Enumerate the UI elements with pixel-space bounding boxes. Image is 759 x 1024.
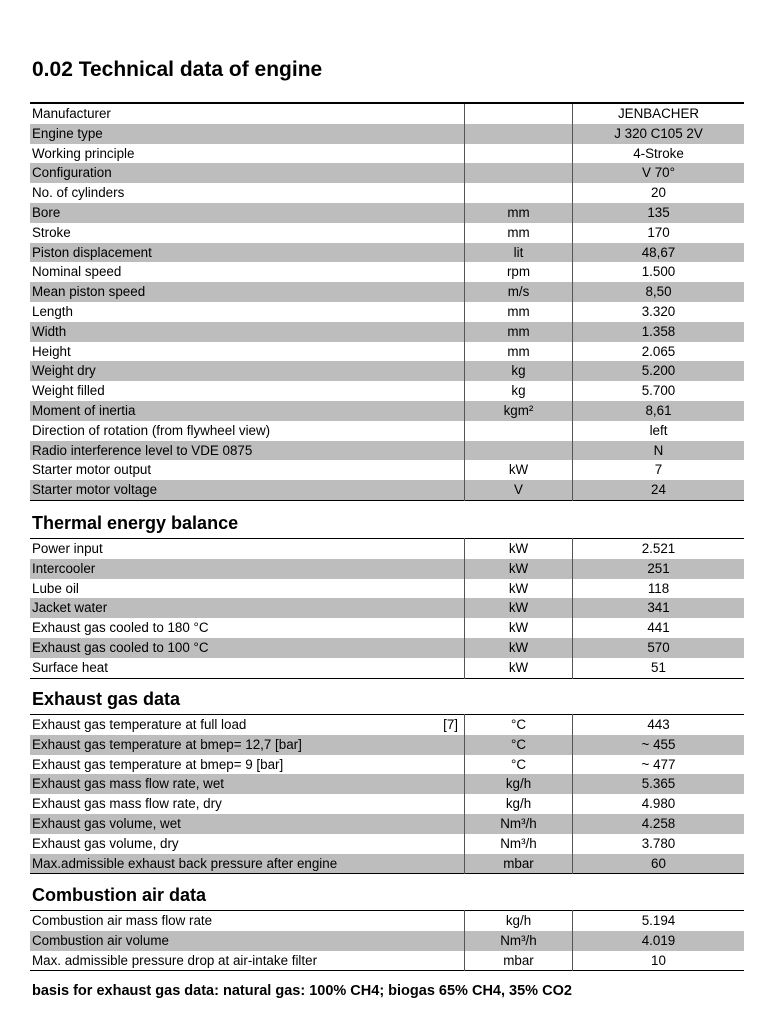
value-cell: 5.700 — [573, 381, 745, 401]
table-row — [30, 834, 744, 854]
parameter-label: Exhaust gas cooled to 100 °C — [32, 639, 209, 655]
parameter-label: Height — [32, 343, 71, 359]
parameter-label: Exhaust gas mass flow rate, wet — [32, 776, 225, 792]
table-row — [30, 931, 744, 951]
value-cell: 1.500 — [573, 262, 745, 282]
unit-cell: Nm³/h — [465, 834, 573, 854]
value-cell: 3.320 — [573, 302, 745, 322]
parameter-label: Engine type — [32, 125, 103, 141]
parameter-label: Starter motor voltage — [32, 482, 158, 498]
table-row — [30, 854, 744, 874]
unit-cell — [465, 441, 573, 461]
table-row — [30, 598, 744, 618]
parameter-label: Exhaust gas temperature at bmep= 12,7 [bar] — [32, 736, 302, 752]
table-row — [30, 774, 744, 794]
parameter-label: Working principle — [32, 145, 135, 161]
section-heading: Exhaust gas data — [32, 689, 181, 709]
unit-cell — [465, 144, 573, 164]
unit-cell: °C — [465, 735, 573, 755]
parameter-label: Exhaust gas cooled to 180 °C — [32, 620, 209, 636]
parameter-label: No. of cylinders — [32, 185, 125, 201]
table-row — [30, 480, 744, 500]
value-cell: 20 — [573, 183, 745, 203]
table-row — [30, 203, 744, 223]
value-cell: 251 — [573, 559, 745, 579]
parameter-label: Mean piston speed — [32, 284, 146, 300]
table-row — [30, 814, 744, 834]
value-cell: N — [573, 441, 745, 461]
table-row — [30, 735, 744, 755]
value-cell: 441 — [573, 618, 745, 638]
unit-cell: mm — [465, 203, 573, 223]
unit-cell: mm — [465, 342, 573, 362]
value-cell: JENBACHER — [573, 103, 745, 124]
parameter-label: Configuration — [32, 165, 112, 181]
value-cell: 4-Stroke — [573, 144, 745, 164]
value-cell: 341 — [573, 598, 745, 618]
table-row — [30, 144, 744, 164]
parameter-label: Max.admissible exhaust back pressure after engine — [32, 855, 338, 871]
table-row — [30, 755, 744, 775]
value-cell: 2.521 — [573, 539, 745, 559]
unit-cell: kg — [465, 381, 573, 401]
combustion-air-section — [30, 882, 744, 971]
parameter-label: Piston displacement — [32, 244, 152, 260]
value-cell: 8,61 — [573, 401, 745, 421]
table-row — [30, 342, 744, 362]
parameter-label: Moment of inertia — [32, 402, 136, 418]
unit-cell: mm — [465, 322, 573, 342]
table-row — [30, 794, 744, 814]
unit-cell: Nm³/h — [465, 931, 573, 951]
value-cell: 2.065 — [573, 342, 745, 362]
table-row — [30, 421, 744, 441]
value-cell: 4.019 — [573, 931, 745, 951]
unit-cell: kW — [465, 658, 573, 678]
table-row — [30, 638, 744, 658]
value-cell: 8,50 — [573, 282, 745, 302]
exhaust-gas-section — [30, 686, 744, 874]
unit-cell — [465, 163, 573, 183]
thermal-energy-table — [30, 538, 744, 679]
parameter-label: Weight filled — [32, 383, 105, 399]
unit-cell: kW — [465, 460, 573, 480]
unit-cell: kgm² — [465, 401, 573, 421]
unit-cell: kW — [465, 579, 573, 599]
unit-cell: kW — [465, 638, 573, 658]
value-cell: 3.780 — [573, 834, 745, 854]
unit-cell: °C — [465, 715, 573, 735]
value-cell: ~ 477 — [573, 755, 745, 775]
value-cell: 4.258 — [573, 814, 745, 834]
parameter-label: Length — [32, 303, 73, 319]
unit-cell — [465, 103, 573, 124]
combustion-air-table — [30, 910, 744, 971]
value-cell: 51 — [573, 658, 745, 678]
value-cell: 5.200 — [573, 361, 745, 381]
value-cell: 443 — [573, 715, 745, 735]
unit-cell: mbar — [465, 854, 573, 874]
table-row — [30, 658, 744, 678]
parameter-label: Starter motor output — [32, 462, 152, 478]
parameter-label: Width — [32, 323, 67, 339]
unit-cell: mm — [465, 223, 573, 243]
table-row — [30, 579, 744, 599]
parameter-label: Intercooler — [32, 560, 96, 576]
page-title: 0.02 Technical data of engine — [32, 58, 323, 81]
parameter-label: Power input — [32, 541, 103, 556]
value-cell: 1.358 — [573, 322, 745, 342]
parameter-label: Bore — [32, 204, 61, 220]
value-cell: V 70° — [573, 163, 745, 183]
value-cell: 5.365 — [573, 774, 745, 794]
section-heading: Combustion air data — [32, 885, 207, 905]
table-row — [30, 381, 744, 401]
reference-note: [7] — [443, 717, 458, 732]
table-row — [30, 223, 744, 243]
table-row — [30, 103, 744, 124]
parameter-label: Radio interference level to VDE 0875 — [32, 442, 253, 458]
table-row — [30, 539, 744, 559]
table-row — [30, 460, 744, 480]
unit-cell — [465, 124, 573, 144]
value-cell: 118 — [573, 579, 745, 599]
table-row — [30, 715, 744, 735]
table-row — [30, 302, 744, 322]
parameter-label: Stroke — [32, 224, 71, 240]
table-row — [30, 911, 744, 931]
engine-data-table — [30, 102, 744, 501]
unit-cell: mbar — [465, 951, 573, 971]
value-cell: 5.194 — [573, 911, 745, 931]
unit-cell: °C — [465, 755, 573, 775]
table-row — [30, 243, 744, 263]
value-cell: 60 — [573, 854, 745, 874]
value-cell: 7 — [573, 460, 745, 480]
value-cell: 48,67 — [573, 243, 745, 263]
unit-cell: Nm³/h — [465, 814, 573, 834]
unit-cell: kW — [465, 539, 573, 559]
table-row — [30, 951, 744, 971]
parameter-label: Weight dry — [32, 363, 96, 379]
value-cell: 170 — [573, 223, 745, 243]
unit-cell: V — [465, 480, 573, 500]
table-row — [30, 401, 744, 421]
table-row — [30, 183, 744, 203]
unit-cell — [465, 421, 573, 441]
parameter-label: Manufacturer — [32, 106, 111, 121]
section-heading: Thermal energy balance — [32, 513, 239, 533]
unit-cell: kg/h — [465, 794, 573, 814]
unit-cell: kg — [465, 361, 573, 381]
footnote: basis for exhaust gas data: natural gas: 100% CH4; biogas 65% CH4, 35% CO2 — [32, 983, 572, 999]
parameter-label: Combustion air volume — [32, 932, 169, 948]
parameter-label: Jacket water — [32, 600, 108, 616]
parameter-label: Direction of rotation (from flywheel view) — [32, 422, 271, 438]
table-row — [30, 618, 744, 638]
table-row — [30, 282, 744, 302]
unit-cell: kW — [465, 598, 573, 618]
parameter-label: Exhaust gas mass flow rate, dry — [32, 796, 222, 812]
table-row — [30, 322, 744, 342]
unit-cell: rpm — [465, 262, 573, 282]
value-cell: 10 — [573, 951, 745, 971]
unit-cell: m/s — [465, 282, 573, 302]
parameter-label: Lube oil — [32, 580, 79, 596]
table-row — [30, 262, 744, 282]
unit-cell — [465, 183, 573, 203]
parameter-label: Nominal speed — [32, 264, 122, 280]
parameter-label: Max. admissible pressure drop at air-intake filter — [32, 952, 318, 968]
table-row — [30, 361, 744, 381]
value-cell: 4.980 — [573, 794, 745, 814]
engine-data-section — [30, 102, 744, 501]
unit-cell: kW — [465, 618, 573, 638]
table-row — [30, 559, 744, 579]
unit-cell: kg/h — [465, 774, 573, 794]
value-cell: J 320 C105 2V — [573, 124, 745, 144]
value-cell: 570 — [573, 638, 745, 658]
unit-cell: mm — [465, 302, 573, 322]
value-cell: 135 — [573, 203, 745, 223]
value-cell: ~ 455 — [573, 735, 745, 755]
exhaust-gas-table — [30, 714, 744, 874]
table-row — [30, 163, 744, 183]
table-row — [30, 441, 744, 461]
parameter-label: Exhaust gas temperature at full load — [32, 717, 247, 732]
thermal-energy-section — [30, 510, 744, 679]
value-cell: left — [573, 421, 745, 441]
table-row — [30, 124, 744, 144]
unit-cell: kg/h — [465, 911, 573, 931]
unit-cell: lit — [465, 243, 573, 263]
parameter-label: Exhaust gas temperature at bmep= 9 [bar] — [32, 756, 284, 772]
parameter-label: Exhaust gas volume, wet — [32, 815, 181, 831]
unit-cell: kW — [465, 559, 573, 579]
value-cell: 24 — [573, 480, 745, 500]
parameter-label: Surface heat — [32, 659, 108, 675]
parameter-label: Combustion air mass flow rate — [32, 913, 213, 928]
parameter-label: Exhaust gas volume, dry — [32, 835, 179, 851]
